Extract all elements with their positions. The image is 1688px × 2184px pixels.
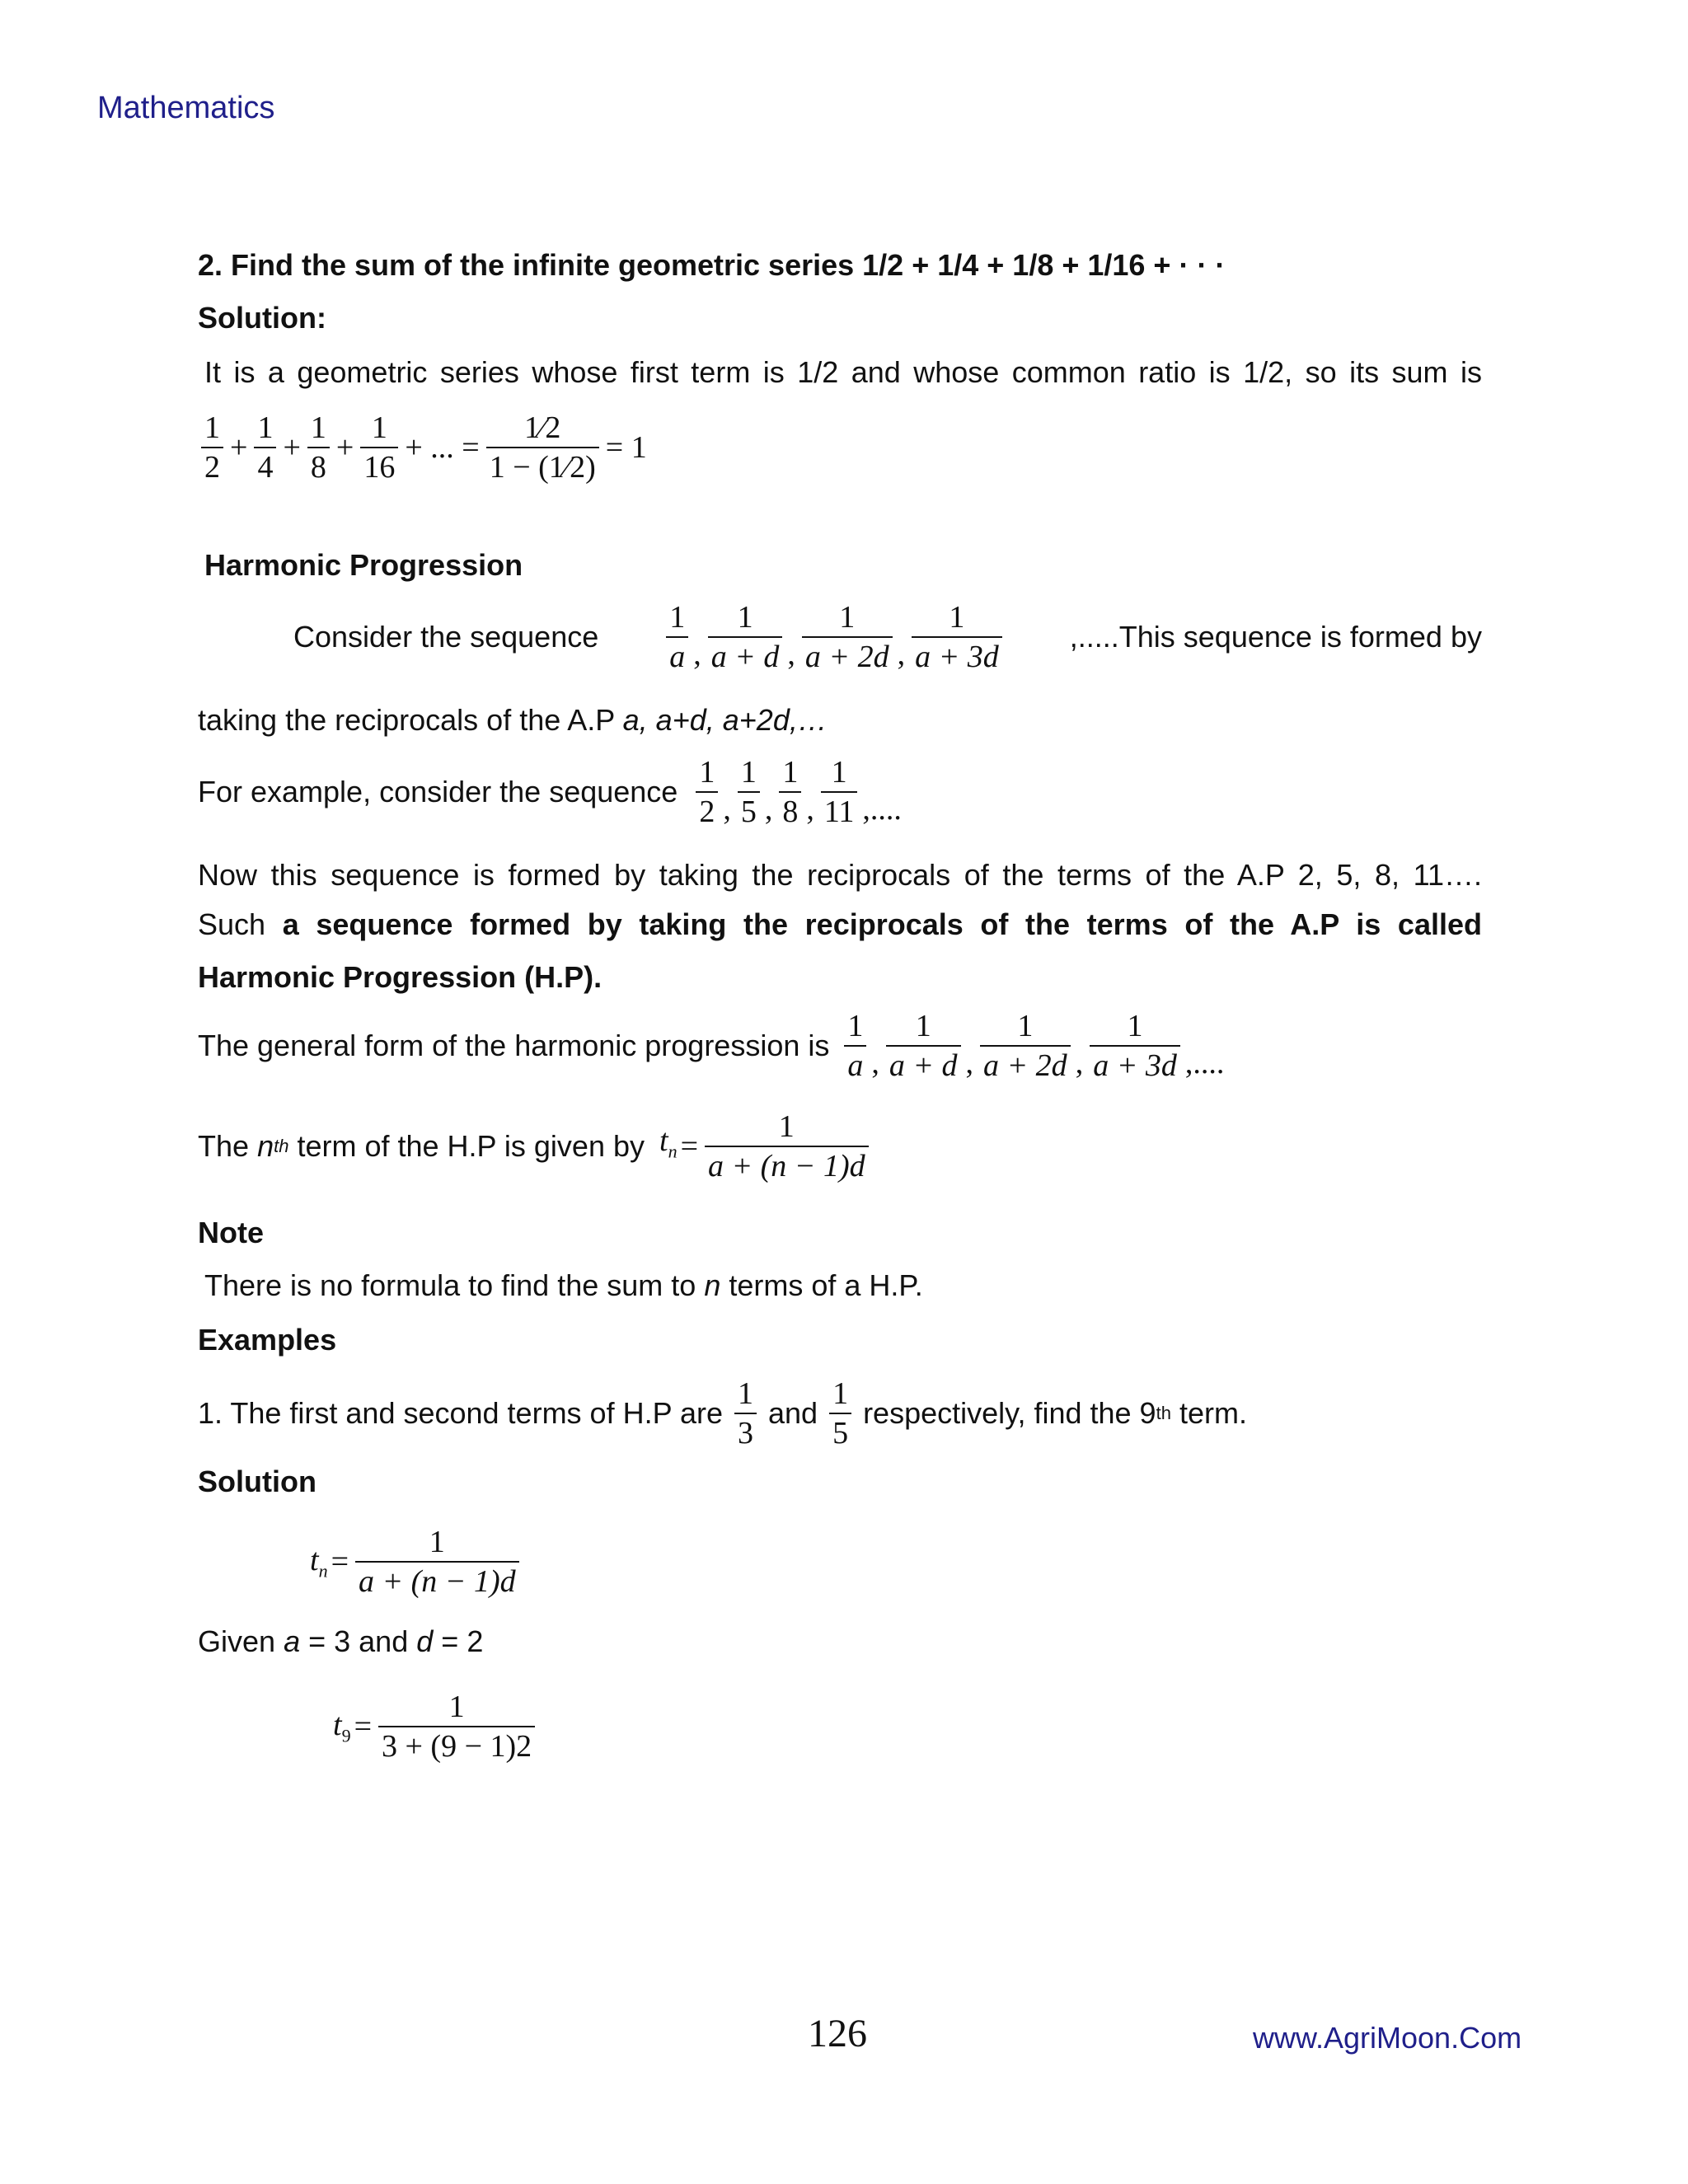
example-sequence-formula: $\frac{1}{2}$ , $\frac{1}{5}$ , $\frac{1}{8}$ , $\frac{1}{11}$ ,.... [692,757,905,827]
hp-definition-term: Harmonic Progression (H.P). [198,960,603,994]
consider-tail: ,.....This sequence is formed by [1069,620,1482,654]
reciprocal-line [198,702,828,738]
nth-term-line [198,1111,872,1182]
given-line [198,1624,483,1660]
general-form-line [198,1010,1227,1081]
general-form-formula: $\frac{1}{a}$ , $\frac{1}{a + d}$ , $\frac{1}{a + 2d}$ , $\frac{1}{a + 3d}$ ,.... [841,1010,1227,1081]
given-end: = 2 [441,1624,484,1658]
example-sequence-line [198,757,905,827]
definition-bold: a sequence formed by taking the reciprocals of the terms of the A.P is called [282,907,1482,941]
now-line: Now this sequence is formed by taking the reciprocals of the terms of the A.P 2, 5, 8, 11…. [198,858,1482,892]
note-post: terms of a H.P. [729,1268,923,1302]
examples-heading: Examples [198,1323,337,1357]
note-n: n [704,1268,721,1302]
ex1-and: and [767,1396,818,1430]
footer-site-link[interactable]: www.AgriMoon.Com [1253,2021,1522,2055]
solution-label: Solution: [198,301,326,335]
solution-formula-general: $t_n$ = $\frac{1}{a + (n - 1)d}$ [310,1526,523,1597]
consider-text: Consider the sequence [293,620,599,654]
given-pre: Given [198,1624,276,1658]
example-solution-label: Solution [198,1465,316,1498]
ex1-sup: th [1156,1403,1171,1423]
general-form-text: The general form of the harmonic progression is [198,1029,830,1062]
note-line [204,1268,923,1304]
ap-terms: a, a+d, a+2d,… [622,703,828,737]
example-text: For example, consider the sequence [198,775,678,808]
given-mid: = 3 and [308,1624,409,1658]
solution-line: It is a geometric series whose first term is 1/2 and whose common ratio is 1/2, so its sum is [204,355,1482,389]
nth-the: The [198,1129,250,1163]
nth-n: n [257,1129,274,1163]
page-number: 126 [808,2012,867,2055]
question-title: 2. Find the sum of the infinite geometric series 1/2 + 1/4 + 1/8 + 1/16 + · · · [198,248,1226,282]
note-heading: Note [198,1216,264,1249]
nth-term-formula: $t_n$ = $\frac{1}{a + (n - 1)d}$ [659,1111,872,1182]
section-heading: Harmonic Progression [204,548,523,582]
hp-sequence-formula: $\frac{1}{a}$ , $\frac{1}{a + d}$ , $\frac{1}{a + 2d}$ , $\frac{1}{a + 3d}$ [663,602,1005,673]
ex1-post: respectively, find the 9 [863,1396,1156,1430]
reciprocal-text: taking the reciprocals of the A.P [198,703,615,737]
nth-sup: th [274,1136,289,1156]
solution-formula-t9: $t_9$ = $\frac{1}{3 + (9 - 1)2}$ [333,1691,538,1762]
definition-line [198,907,1482,943]
given-d: d [416,1624,434,1658]
ex1-end: term. [1179,1396,1247,1430]
example-1-line: 1. The first and second terms of H.P are $\frac{1}{3}$ and $\frac{1}{5}$ respectively, find the 9 th term. [198,1376,1247,1451]
note-pre: There is no formula to find the sum to [204,1268,696,1302]
geometric-sum-formula: $\frac{1}{2}$ + $\frac{1}{4}$ + $\frac{1}{8}$ + $\frac{1}{16}$ + ... = $\frac{1⁄2}{1 - (1⁄2)}$ = 1 [198,412,650,483]
nth-rest: term of the H.P is given by [297,1129,645,1163]
header-subject: Mathematics [97,91,275,125]
ex1-pre: 1. The first and second terms of H.P are [198,1396,723,1430]
such-word: Such [198,907,266,941]
consider-sequence-line [293,602,1482,673]
given-a: a [284,1624,301,1658]
